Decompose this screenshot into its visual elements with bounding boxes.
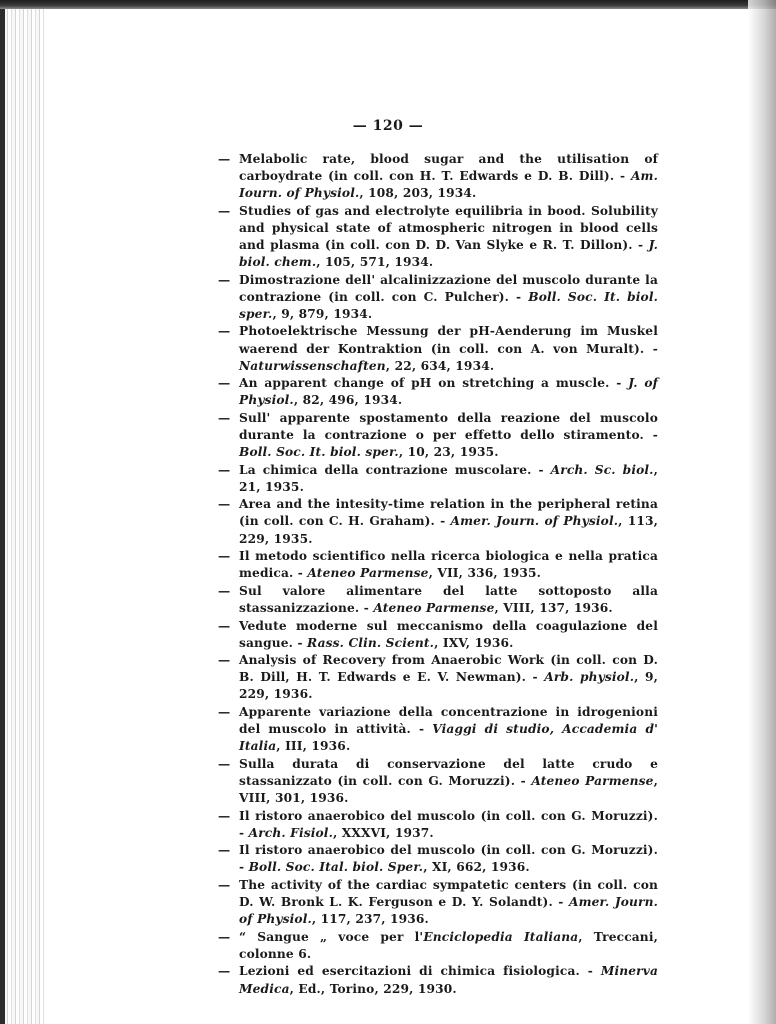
- entry-journal: Minerva Medica: [239, 964, 658, 996]
- entry-citation: , 108, 203, 1934.: [359, 186, 477, 201]
- entry-citation: , XXXVI, 1937.: [332, 825, 434, 840]
- entry-text: The activity of the cardiac sympatetic centers (in coll. con D. W. Bronk L. K. Ferguson e D. Y. Solandt). -: [239, 877, 658, 910]
- entry-citation: , IXV, 1936.: [434, 635, 514, 650]
- entry-text: Apparente variazione della concentrazione in idrogenioni del muscolo in attività. -: [239, 705, 658, 737]
- entry-journal: Rass. Clin. Scient.: [307, 635, 435, 650]
- entry-citation: , 117, 237, 1936.: [311, 912, 429, 927]
- entry-text: La chimica della contrazione muscolare. -: [239, 462, 551, 477]
- entry-journal: Ateneo Parmense: [307, 566, 429, 581]
- reference-list: [218, 151, 658, 998]
- entry-journal: Arch. Fisiol.: [248, 825, 333, 840]
- entry-citation: , VII, 336, 1935.: [428, 566, 542, 581]
- reference-entry: [218, 652, 658, 703]
- reference-entry: [218, 410, 658, 461]
- reference-entry: [218, 704, 658, 755]
- entry-dash: —: [218, 324, 231, 339]
- entry-text: An apparent change of pH on stretching a muscle. -: [239, 376, 629, 391]
- entry-dash: —: [218, 462, 231, 477]
- entry-text: Il ristoro anaerobico del muscolo (in coll. con G. Moruzzi). -: [239, 808, 658, 840]
- scan-top-edge: [0, 0, 776, 9]
- entry-citation: , 105, 571, 1934.: [316, 255, 434, 270]
- entry-dash: —: [218, 497, 231, 512]
- entry-text: Vedute moderne sul meccanismo della coagulazione del sangue. -: [239, 618, 658, 650]
- scan-dark-edge: [0, 0, 5, 1024]
- reference-entry: [218, 963, 658, 997]
- reference-entry: [218, 496, 658, 547]
- entry-journal: Boll. Soc. It. biol. sper.: [239, 289, 658, 321]
- entry-dash: —: [218, 964, 231, 979]
- entry-dash: —: [218, 756, 231, 771]
- reference-entry: [218, 375, 658, 409]
- entry-dash: —: [218, 152, 231, 166]
- reference-entry: [218, 323, 658, 374]
- entry-journal: Amer. Journ. of Physiol.: [450, 514, 619, 529]
- scan-right-shadow: [748, 0, 776, 1024]
- entry-dash: —: [218, 410, 231, 425]
- entry-journal: Am. Iourn. of Physiol.: [239, 169, 658, 201]
- reference-entry: [218, 842, 658, 876]
- entry-dash: —: [218, 376, 231, 391]
- reference-entry: [218, 808, 658, 842]
- entry-dash: —: [218, 808, 231, 823]
- entry-text: Melabolic rate, blood sugar and the utilisation of carboydrate (in coll. con H. T. Edwards e D. B. Dill). -: [239, 152, 658, 184]
- reference-entry: [218, 151, 658, 202]
- entry-text: Dimostrazione dell' alcalinizzazione del muscolo durante la contrazione (in coll. con C. Pulcher). -: [239, 272, 658, 304]
- entry-journal: Naturwissenschaften: [239, 358, 386, 373]
- entry-text: “ Sangue „ voce per l': [239, 929, 424, 944]
- entry-journal: Boll. Soc. Ital. biol. Sper.: [248, 860, 424, 875]
- entry-citation: , 82, 496, 1934.: [293, 393, 403, 408]
- entry-journal: Viaggi di studio, Accademia d' Italia: [239, 722, 658, 754]
- entry-journal: Ateneo Parmense: [531, 773, 654, 788]
- entry-dash: —: [218, 705, 231, 719]
- entry-text: Analysis of Recovery from Anaerobic Work (in coll. con D. B. Dill, H. T. Edwards e E. V. Newman). -: [239, 653, 658, 685]
- entry-journal: Arb. physiol.: [544, 670, 635, 685]
- reference-entry: [218, 462, 658, 496]
- entry-journal: J. biol. chem.: [239, 237, 658, 270]
- entry-dash: —: [218, 929, 231, 944]
- entry-dash: —: [218, 653, 231, 668]
- entry-citation: , 22, 634, 1934.: [385, 358, 495, 373]
- reference-entry: [218, 272, 658, 323]
- entry-dash: —: [218, 272, 231, 287]
- page-number: — 120 —: [352, 118, 424, 134]
- entry-citation: , 113, 229, 1935.: [239, 514, 658, 546]
- reference-entry: [218, 203, 658, 271]
- entry-text: Photoelektrische Messung der pH-Aenderung im Muskel waerend der Kontraktion (in coll. con A. von Muralt). -: [239, 324, 658, 356]
- entry-citation: , VIII, 301, 1936.: [239, 773, 658, 805]
- scan-binding-edge: [0, 0, 44, 1024]
- entry-journal: Amer. Journ. of Physiol.: [239, 895, 658, 927]
- entry-text: Il metodo scientifico nella ricerca biologica e nella pratica medica. -: [239, 549, 658, 581]
- reference-entry: [218, 756, 658, 807]
- entry-citation: , Ed., Torino, 229, 1930.: [289, 981, 457, 996]
- entry-dash: —: [218, 843, 231, 858]
- entry-journal: Boll. Soc. It. biol. sper.: [239, 445, 399, 460]
- entry-dash: —: [218, 549, 231, 564]
- entry-citation: , III, 1936.: [276, 739, 351, 754]
- reference-entry: [218, 583, 658, 617]
- entry-journal: Arch. Sc. biol.: [550, 462, 654, 477]
- entry-citation: , 21, 1935.: [239, 462, 658, 494]
- entry-text: Sul valore alimentare del latte sottoposto alla stassanizzazione. -: [239, 583, 658, 615]
- entry-citation: , 10, 23, 1935.: [398, 445, 499, 460]
- reference-entry: [218, 548, 658, 582]
- entry-citation: , 9, 879, 1934.: [272, 306, 373, 321]
- entry-journal: Enciclopedia Italiana: [423, 929, 579, 944]
- entry-journal: Ateneo Parmense: [373, 600, 495, 615]
- entry-text: Il ristoro anaerobico del muscolo (in coll. con G. Moruzzi). -: [239, 843, 658, 875]
- entry-citation: , VIII, 137, 1936.: [494, 600, 613, 615]
- entry-dash: —: [218, 618, 231, 633]
- reference-entry: [218, 929, 658, 963]
- entry-citation: , XI, 662, 1936.: [423, 860, 530, 875]
- entry-dash: —: [218, 877, 231, 892]
- entry-text: Area and the intesity-time relation in the peripheral retina (in coll. con C. H. Graham). -: [239, 497, 658, 529]
- entry-dash: —: [218, 583, 231, 598]
- entry-citation: , 9, 229, 1936.: [239, 670, 658, 702]
- entry-text: Studies of gas and electrolyte equilibria in bood. Solubility and physical state of atmospheric nitrogen in blood cells and plasma (in coll. con D. D. Van Slyke e R. T. Dillon). -: [239, 203, 658, 252]
- reference-entry: [218, 618, 658, 652]
- entry-text: Lezioni ed esercitazioni di chimica fisiologica. -: [239, 964, 601, 979]
- entry-journal: J. of Physiol.: [239, 376, 659, 408]
- reference-entry: [218, 877, 658, 928]
- entry-text: Sull' apparente spostamento della reazione del muscolo durante la contrazione o per effetto dello stiramento. -: [239, 410, 658, 442]
- entry-citation: , Treccani, colonne 6.: [239, 929, 658, 961]
- entry-dash: —: [218, 203, 231, 218]
- entry-text: Sulla durata di conservazione del latte crudo e stassanizzato (in coll. con G. Moruzzi). -: [239, 756, 658, 788]
